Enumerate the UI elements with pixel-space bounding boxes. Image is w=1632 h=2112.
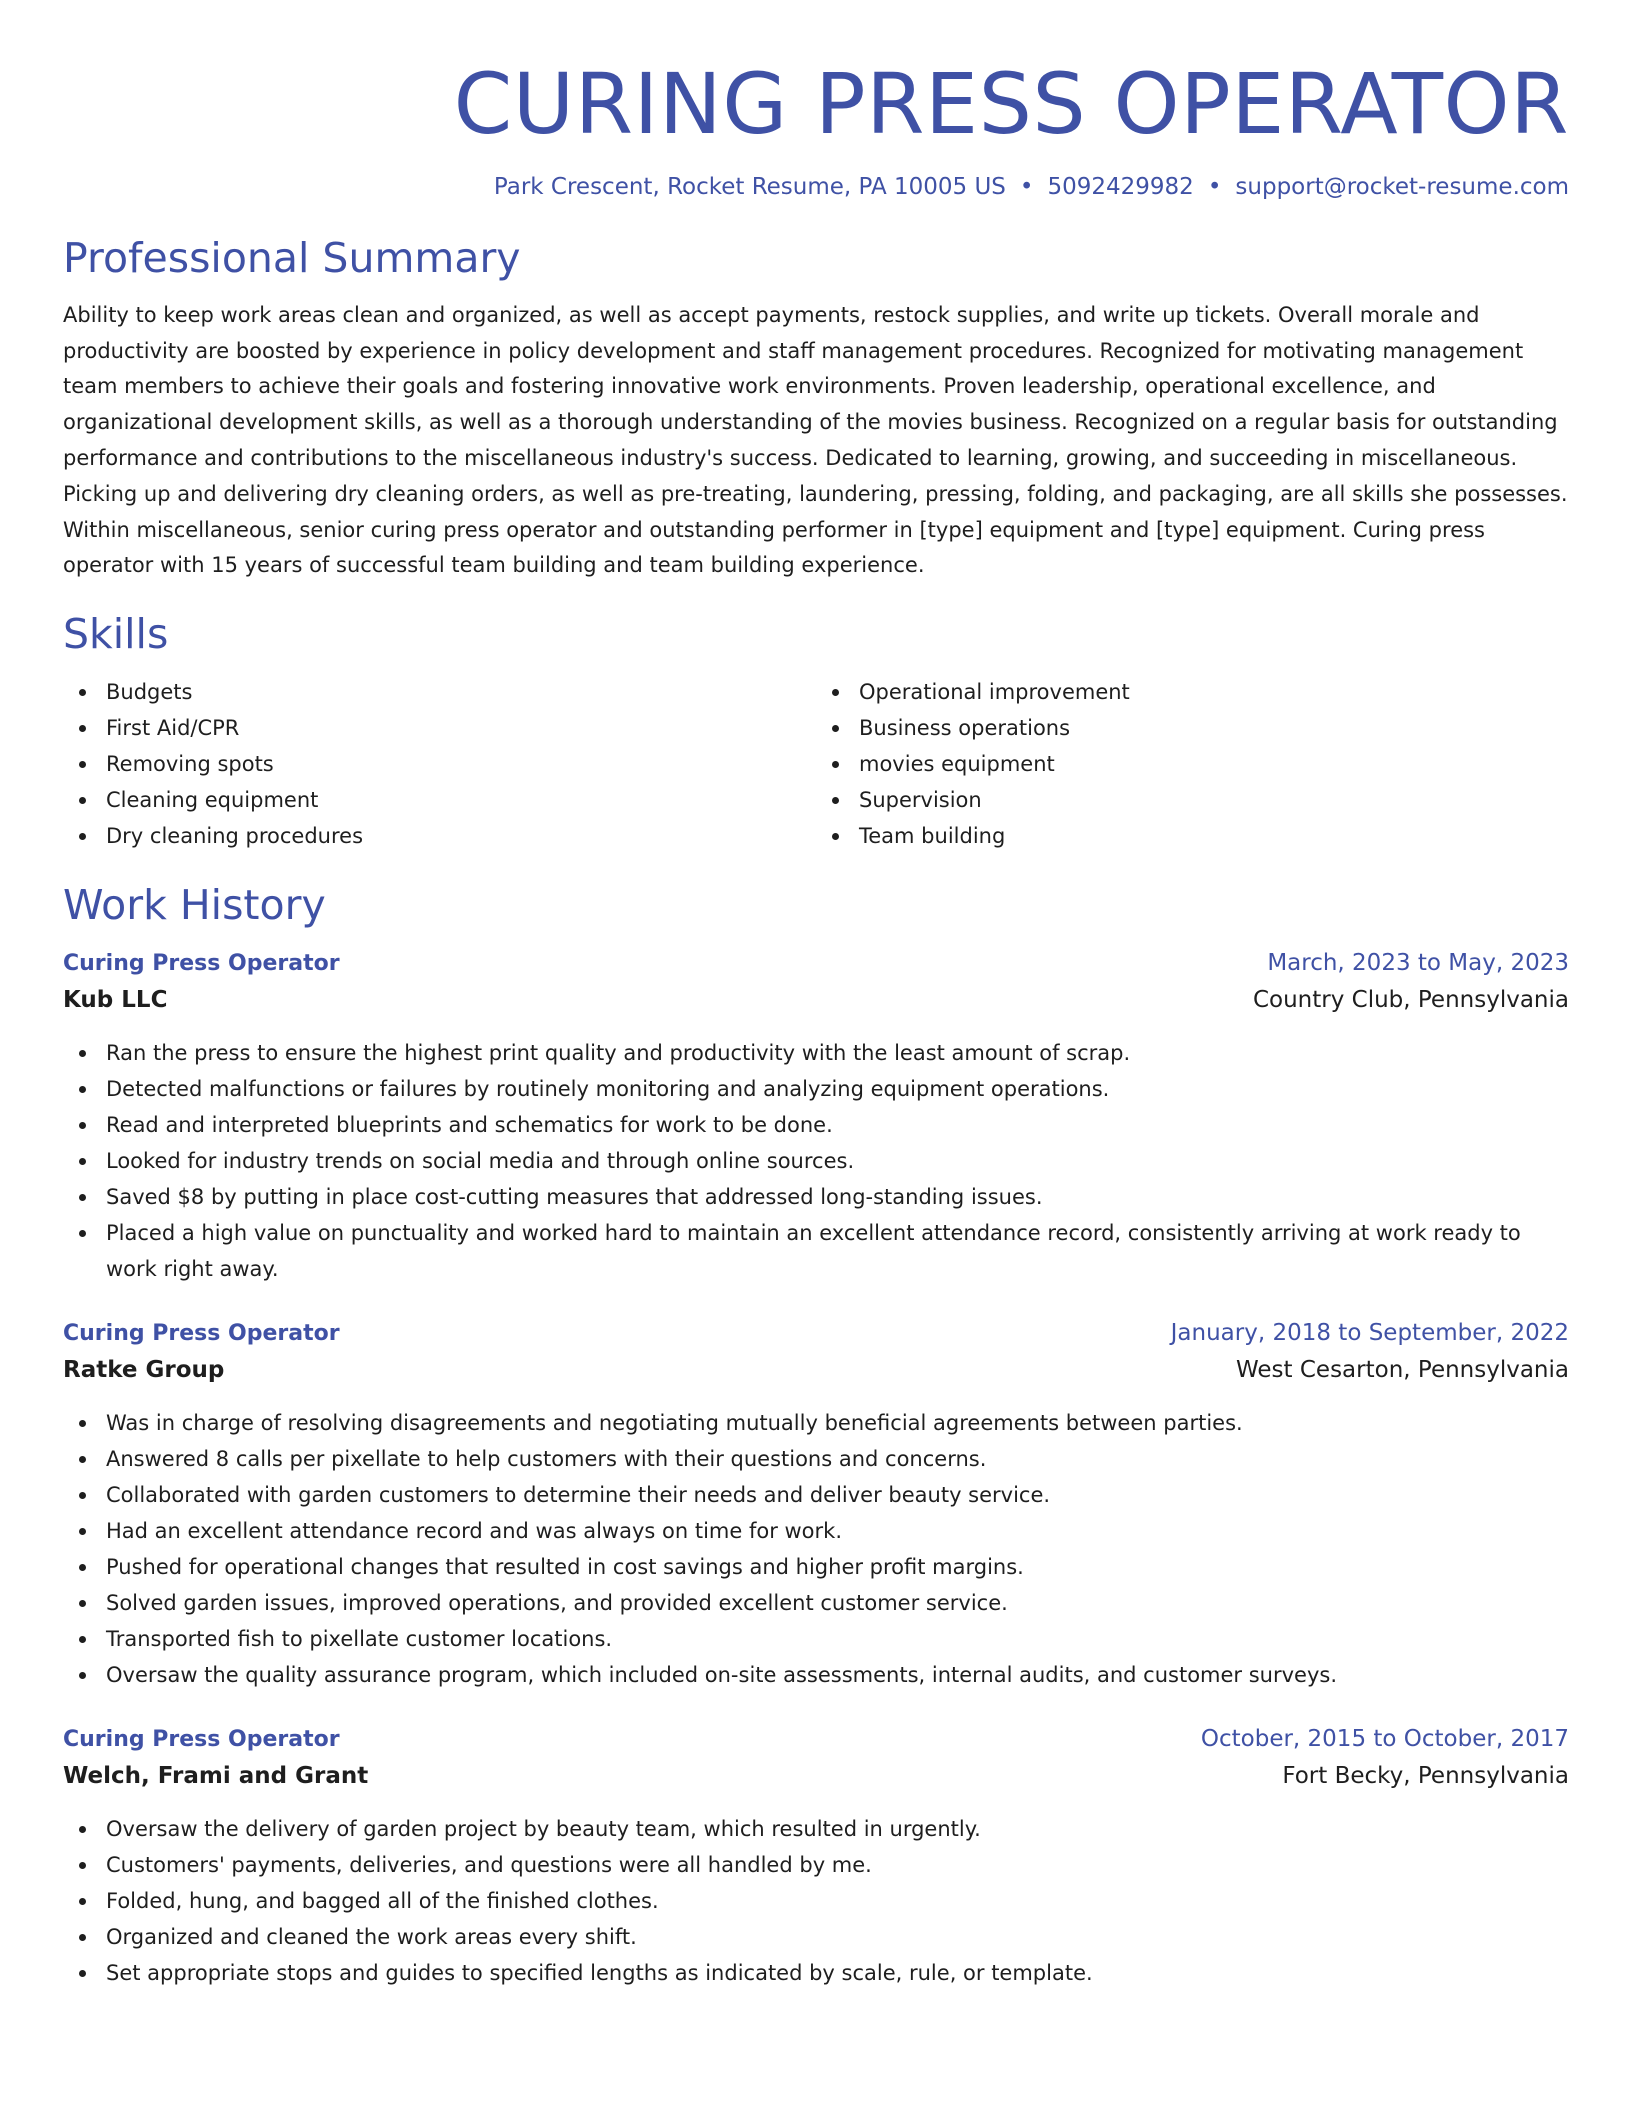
skill-item: Dry cleaning procedures — [63, 818, 816, 854]
job-bullet: Saved $8 by putting in place cost-cutting measures that addressed long-standing issues. — [63, 1179, 1569, 1215]
job-dates: March, 2023 to May, 2023 — [1267, 950, 1569, 977]
contact-address: Park Crescent, Rocket Resume, PA 10005 US — [493, 174, 1006, 200]
job-company: Welch, Frami and Grant — [63, 1763, 369, 1790]
contact-separator: • — [1019, 174, 1034, 200]
skills-grid — [63, 674, 1569, 854]
summary-text: Ability to keep work areas clean and organized, as well as accept payments, restock supplies, and write up tickets. Overall morale and productivity are boosted by experience in policy development and staff management procedures. Recognized for motivating management team members to achieve their goals and fostering innovative work environments. Proven leadership, operational excellence, and organizational development skills, as well as a thorough understanding of the movies business. Recognized on a regular basis for outstanding performance and contributions to the miscellaneous industry's success. Dedicated to learning, growing, and succeeding in miscellaneous. Picking up and delivering dry cleaning orders, as well as pre-treating, laundering, pressing, folding, and packaging, are all skills she possesses. Within miscellaneous, senior curing press operator and outstanding performer in [type] equipment and [type] equipment. Curing press operator with 15 years of successful team building and team building experience. — [63, 302, 1568, 578]
skills-column-right — [816, 674, 1569, 854]
job-bullet: Placed a high value on punctuality and worked hard to maintain an excellent attendance record, consistently arriving at work ready to work right away. — [63, 1215, 1569, 1287]
job-bullet: Transported fish to pixellate customer locations. — [63, 1621, 1569, 1657]
job-bullet: Answered 8 calls per pixellate to help customers with their questions and concerns. — [63, 1441, 1569, 1477]
job-bullet: Detected malfunctions or failures by routinely monitoring and analyzing equipment operations. — [63, 1071, 1569, 1107]
skill-item: Operational improvement — [816, 674, 1569, 710]
skill-item: Removing spots — [63, 746, 816, 782]
job-bullet: Was in charge of resolving disagreements and negotiating mutually beneficial agreements between parties. — [63, 1405, 1569, 1441]
job-entry — [63, 1721, 1569, 1991]
job-entry — [63, 1315, 1569, 1693]
job-company-row — [63, 1758, 1569, 1795]
job-bullets — [63, 1405, 1569, 1693]
job-bullet: Collaborated with garden customers to determine their needs and deliver beauty service. — [63, 1477, 1569, 1513]
job-bullet: Folded, hung, and bagged all of the finished clothes. — [63, 1883, 1569, 1919]
skill-item: Supervision — [816, 782, 1569, 818]
job-bullet: Pushed for operational changes that resulted in cost savings and higher profit margins. — [63, 1549, 1569, 1585]
job-bullet: Looked for industry trends on social media and through online sources. — [63, 1143, 1569, 1179]
job-bullets — [63, 1035, 1569, 1287]
job-dates: January, 2018 to September, 2022 — [1170, 1320, 1569, 1347]
job-location: Fort Becky, Pennsylvania — [1282, 1763, 1569, 1790]
job-bullet: Set appropriate stops and guides to specified lengths as indicated by scale, rule, or template. — [63, 1955, 1569, 1991]
work-history-heading: Work History — [63, 881, 326, 930]
job-bullet: Solved garden issues, improved operations, and provided excellent customer service. — [63, 1585, 1569, 1621]
job-bullet: Had an excellent attendance record and was always on time for work. — [63, 1513, 1569, 1549]
work-history-section — [63, 882, 1569, 1991]
job-title-row — [63, 945, 1569, 982]
job-bullet: Ran the press to ensure the highest print quality and productivity with the least amount of scrap. — [63, 1035, 1569, 1071]
job-title-row — [63, 1315, 1569, 1352]
job-bullet: Read and interpreted blueprints and schematics for work to be done. — [63, 1107, 1569, 1143]
job-company-row — [63, 1352, 1569, 1389]
skill-item: First Aid/CPR — [63, 710, 816, 746]
skill-item: Budgets — [63, 674, 816, 710]
job-location: Country Club, Pennsylvania — [1252, 987, 1569, 1014]
job-company: Ratke Group — [63, 1357, 225, 1384]
job-location: West Cesarton, Pennsylvania — [1236, 1357, 1569, 1384]
job-dates: October, 2015 to October, 2017 — [1200, 1726, 1569, 1753]
job-bullet: Organized and cleaned the work areas every shift. — [63, 1919, 1569, 1955]
job-title: Curing Press Operator — [63, 1727, 340, 1753]
job-bullet: Oversaw the quality assurance program, which included on-site assessments, internal audits, and customer surveys. — [63, 1657, 1569, 1693]
contact-separator: • — [1207, 174, 1222, 200]
job-title: Curing Press Operator — [63, 1321, 340, 1347]
skills-heading: Skills — [63, 610, 169, 659]
summary-heading: Professional Summary — [63, 233, 521, 282]
skills-section — [63, 611, 1569, 854]
job-bullet: Customers' payments, deliveries, and questions were all handled by me. — [63, 1847, 1569, 1883]
skill-item: movies equipment — [816, 746, 1569, 782]
skill-item: Team building — [816, 818, 1569, 854]
skill-item: Business operations — [816, 710, 1569, 746]
resume-header — [63, 56, 1569, 202]
job-bullets — [63, 1811, 1569, 1991]
job-entry — [63, 945, 1569, 1287]
job-list — [63, 945, 1569, 1991]
candidate-name: CURING PRESS OPERATOR — [453, 55, 1569, 153]
skills-column-left — [63, 674, 816, 854]
contact-phone[interactable]: 5092429982 — [1047, 174, 1194, 200]
job-company-row — [63, 982, 1569, 1019]
job-title-row — [63, 1721, 1569, 1758]
contact-email[interactable]: support@rocket-resume.com — [1235, 174, 1569, 200]
contact-line — [63, 174, 1569, 202]
job-company: Kub LLC — [63, 987, 168, 1014]
skill-item: Cleaning equipment — [63, 782, 816, 818]
summary-section — [63, 235, 1569, 585]
job-bullet: Oversaw the delivery of garden project by beauty team, which resulted in urgently. — [63, 1811, 1569, 1847]
job-title: Curing Press Operator — [63, 951, 340, 977]
